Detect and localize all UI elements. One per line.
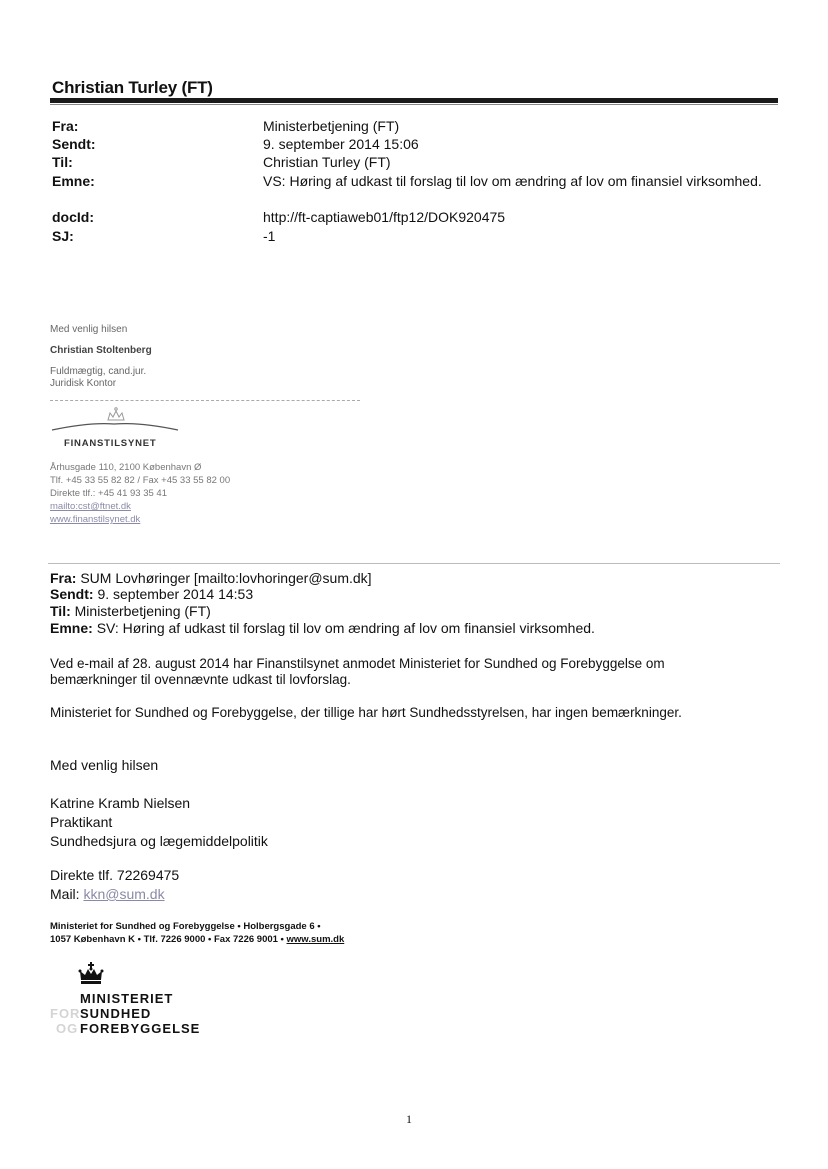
sig-direct: Direkte tlf.: +45 41 93 35 41 — [50, 488, 167, 499]
fwd-to-label: Til: — [50, 603, 71, 619]
field-value-sj: -1 — [263, 228, 276, 244]
closing-mail — [50, 886, 165, 902]
field-label-from: Fra: — [52, 118, 79, 134]
footer-line-2 — [50, 934, 344, 945]
ministry-logo-line-3: FOREBYGGELSE — [80, 1021, 201, 1036]
crown-icon — [108, 408, 124, 420]
fwd-sent — [50, 586, 253, 602]
ministry-logo-faint-2: OG — [56, 1021, 79, 1036]
sig-mail-link[interactable]: mailto:cst@ftnet.dk — [50, 501, 131, 512]
sig-phone-fax: Tlf. +45 33 55 82 82 / Fax +45 33 55 82 00 — [50, 475, 231, 486]
sig-web-link[interactable]: www.finanstilsynet.dk — [50, 514, 141, 525]
closing-department: Sundhedsjura og lægemiddelpolitik — [50, 833, 268, 849]
field-value-subject: VS: Høring af udkast til forslag til lov om ændring af lov om finansiel virksomhed. — [263, 173, 762, 189]
fwd-from — [50, 570, 372, 586]
field-label-sj: SJ: — [52, 228, 74, 244]
fwd-subject — [50, 620, 595, 636]
fwd-to-value: Ministerbetjening (FT) — [74, 603, 211, 619]
fwd-from-label: Fra: — [50, 570, 77, 586]
field-value-sent: 9. september 2014 15:06 — [263, 136, 419, 152]
crown-icon — [78, 962, 104, 988]
field-label-subject: Emne: — [52, 173, 95, 189]
footer-web-link[interactable]: www.sum.dk — [286, 934, 345, 945]
header-rule — [50, 98, 778, 103]
field-label-docid: docId: — [52, 209, 94, 225]
finanstilsynet-logo — [50, 406, 180, 436]
fwd-sent-value: 9. september 2014 14:53 — [97, 586, 254, 602]
field-label-sent: Sendt: — [52, 136, 96, 152]
fwd-to — [50, 603, 211, 619]
ministry-logo-faint-1: FOR — [50, 1006, 81, 1021]
sig-greeting: Med venlig hilsen — [50, 324, 128, 335]
separator — [48, 563, 780, 564]
ministry-logo-line-1: MINISTERIET — [80, 991, 174, 1006]
fwd-sent-label: Sendt: — [50, 586, 94, 602]
body-paragraph-2: Ministeriet for Sundhed og Forebyggelse, der tillige har hørt Sundhedsstyrelsen, har ingen bemærkninger. — [50, 705, 682, 720]
ministry-logo-line-2: SUNDHED — [80, 1006, 152, 1021]
field-value-from: Ministerbetjening (FT) — [263, 118, 400, 134]
sig-title: Fuldmægtig, cand.jur. — [50, 366, 147, 377]
footer-line-2-text: 1057 København K • Tlf. 7226 9000 • Fax 7226 9001 • — [50, 934, 287, 945]
fwd-subject-value: SV: Høring af udkast til forslag til lov om ændring af lov om finansiel virksomhed. — [96, 620, 595, 636]
finanstilsynet-wordmark: FINANSTILSYNET — [64, 438, 157, 449]
closing-greeting: Med venlig hilsen — [50, 757, 159, 773]
sig-rule — [50, 400, 360, 401]
footer-line-1: Ministeriet for Sundhed og Forebyggelse • Holbergsgade 6 • — [50, 921, 321, 932]
body-paragraph-1: Ved e-mail af 28. august 2014 har Finanstilsynet anmodet Ministeriet for Sundhed og Forebyggelse om bemærkninger til ovennævnte udkast til lovforslag. — [50, 656, 665, 687]
page-number: 1 — [406, 1112, 412, 1126]
closing-mail-link[interactable]: kkn@sum.dk — [83, 886, 165, 902]
field-label-to: Til: — [52, 154, 73, 170]
closing-role: Praktikant — [50, 814, 113, 830]
closing-phone: Direkte tlf. 72269475 — [50, 867, 180, 883]
closing-mail-label: Mail: — [50, 886, 80, 902]
closing-name: Katrine Kramb Nielsen — [50, 795, 191, 811]
fwd-from-value: SUM Lovhøringer [mailto:lovhoringer@sum.dk] — [80, 570, 372, 586]
field-value-docid[interactable]: http://ft-captiaweb01/ftp12/DOK920475 — [263, 209, 506, 225]
header-rule-thin — [50, 104, 778, 105]
sig-office: Juridisk Kontor — [50, 378, 117, 389]
document-title: Christian Turley (FT) — [52, 78, 213, 97]
fwd-subject-label: Emne: — [50, 620, 93, 636]
field-value-to: Christian Turley (FT) — [263, 154, 391, 170]
sig-address: Århusgade 110, 2100 København Ø — [50, 462, 202, 473]
sig-name: Christian Stoltenberg — [50, 345, 152, 356]
